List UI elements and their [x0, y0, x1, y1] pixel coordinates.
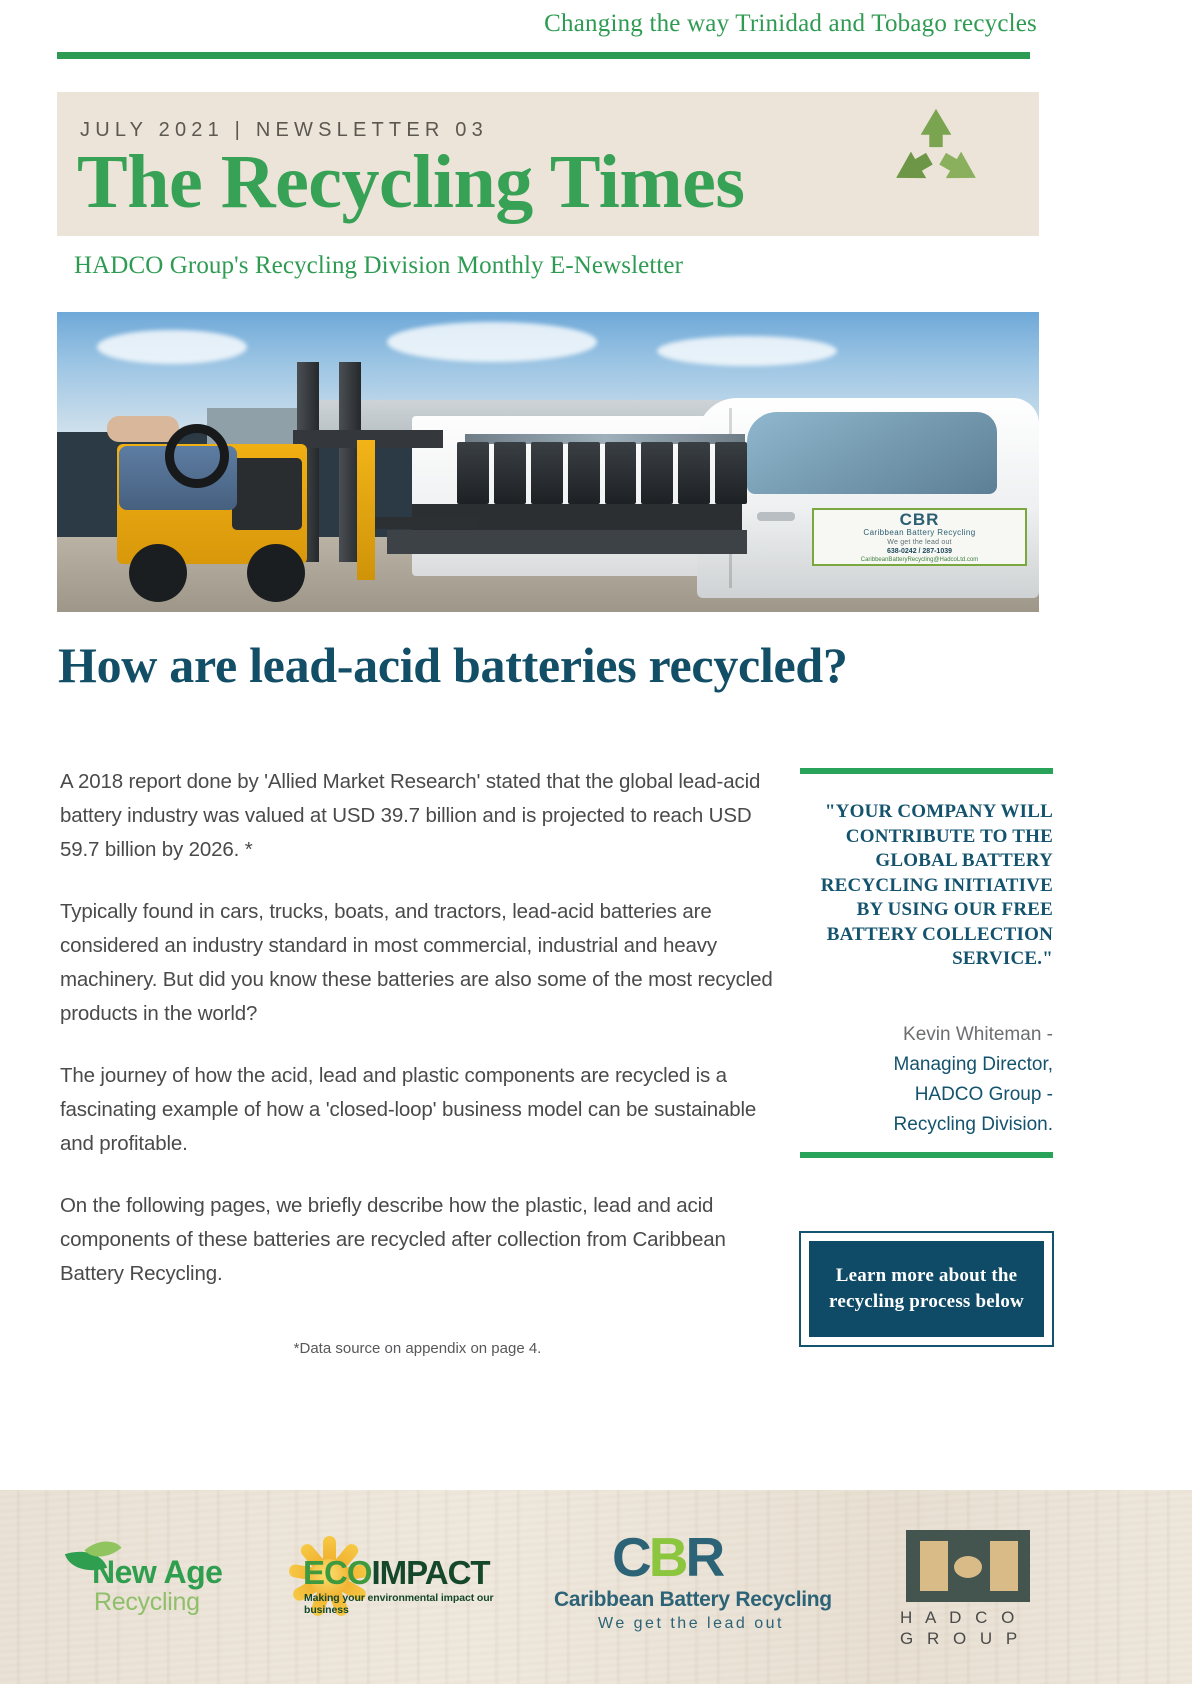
hadco-bar-right	[990, 1541, 1018, 1591]
truck-door-handle	[757, 512, 795, 521]
hadco-bar-left	[920, 1541, 948, 1591]
article-paragraph: On the following pages, we briefly describe how the plastic, lead and acid components of these batteries are recycled after collection from Caribbean Battery Recycling.	[60, 1194, 726, 1285]
tagline-text: Changing the way Trinidad and Tobago recycles	[544, 10, 1037, 37]
driver-arm	[107, 416, 179, 442]
forklift-post	[357, 440, 375, 580]
attribution-role-line: Recycling Division.	[893, 1114, 1053, 1135]
battery-unit	[531, 442, 563, 504]
logo-new-age-recycling	[62, 1536, 252, 1632]
masthead-banner	[57, 92, 1039, 236]
battery-unit	[457, 442, 489, 504]
top-tagline-bar	[0, 0, 1192, 48]
battery-unit	[715, 442, 747, 504]
hadco-mark	[906, 1530, 1030, 1602]
steering-wheel	[165, 424, 229, 488]
learn-more-cta-button[interactable]	[799, 1231, 1054, 1347]
cbr-slogan: We get the lead out	[598, 1615, 784, 1632]
logo-hadco-group	[900, 1530, 1100, 1648]
hero-photo	[57, 312, 1039, 612]
article-paragraph: The journey of how the acid, lead and plastic components are recycled is a fascinating example of how a 'closed-loop' business model can be sustainable and profitable.	[60, 1064, 757, 1155]
data-source-footnote: *Data source on appendix on page 4.	[293, 1340, 542, 1357]
forklift-wheel	[247, 544, 305, 602]
article-body	[60, 765, 775, 1319]
hadco-wordmark-line2: G R O U P	[900, 1629, 1022, 1648]
cbr-r: R	[685, 1526, 723, 1588]
hadco-oval	[954, 1556, 982, 1578]
truck-window	[747, 412, 997, 494]
attribution-role-line: HADCO Group -	[914, 1084, 1053, 1105]
new-age-wordmark-line2: Recycling	[94, 1588, 200, 1616]
truck-cbr-decal	[812, 508, 1027, 566]
battery-unit	[605, 442, 637, 504]
decal-slogan: We get the lead out	[887, 538, 952, 546]
pull-quote: "YOUR COMPANY WILL CONTRIBUTE TO THE GLOBAL BATTERY RECYCLING INITIATIVE BY USING OUR FREE BATTERY COLLECTION SERVICE."	[820, 801, 1053, 969]
recycling-mobius-icon	[888, 105, 984, 197]
decal-mark: CBR	[899, 509, 940, 529]
cbr-company-name: Caribbean Battery Recycling	[554, 1588, 832, 1611]
decal-phone: 638-0242 / 287-1039	[887, 547, 952, 555]
cloud-shape	[657, 336, 837, 366]
hadco-wordmark-line1: H A D C O	[900, 1608, 1019, 1627]
cbr-c: C	[612, 1526, 649, 1588]
page-title: The Recycling Times	[77, 140, 745, 224]
battery-unit	[678, 442, 710, 504]
attribution-name: Kevin Whiteman -	[903, 1024, 1053, 1045]
article-paragraph: Typically found in cars, trucks, boats, and tractors, lead-acid batteries are considered an industry standard in most commercial, industrial and heavy machinery. But did you know these batteries are also some of the most recycled products in the world?	[60, 900, 773, 1025]
sidebar-rule-top	[800, 768, 1053, 774]
logo-caribbean-battery-recycling	[554, 1526, 880, 1640]
footer-logo-bar	[0, 1490, 1192, 1684]
forklift-wheel	[129, 544, 187, 602]
cbr-b: B	[648, 1526, 686, 1588]
cta-label: Learn more about the recycling process below	[829, 1265, 1024, 1312]
ecoimpact-wordmark	[303, 1554, 490, 1592]
new-age-wordmark-line1: New Age	[92, 1554, 223, 1590]
sidebar-rule-bottom	[800, 1152, 1053, 1158]
battery-unit	[641, 442, 673, 504]
article-paragraph: A 2018 report done by 'Allied Market Research' stated that the global lead-acid battery industry was valued at USD 39.7 billion and is projected to reach USD 59.7 billion by 2026. *	[60, 770, 761, 861]
header-divider-rule	[57, 52, 1030, 59]
logo-ecoimpact	[285, 1528, 500, 1638]
newsletter-subtitle: HADCO Group's Recycling Division Monthly E-Newsletter	[74, 252, 684, 279]
battery-unit	[494, 442, 526, 504]
cbr-monogram	[612, 1526, 723, 1588]
ecoimpact-tagline: Making your environmental impact our business	[304, 1592, 494, 1616]
decal-email: CaribbeanBatteryRecycling@HadcoLtd.com	[860, 556, 979, 563]
cta-fill[interactable]	[809, 1241, 1044, 1337]
truck-bed-deck	[387, 530, 747, 554]
footer-logos	[0, 1490, 1192, 1684]
eco-part: ECO	[303, 1554, 372, 1591]
cloud-shape	[387, 322, 597, 362]
battery-stack	[457, 442, 747, 504]
quote-attribution	[798, 1020, 1053, 1140]
forklift-seat	[232, 458, 302, 530]
attribution-role-line: Managing Director,	[893, 1054, 1053, 1075]
decal-company-name: Caribbean Battery Recycling	[863, 527, 976, 537]
masthead-issue-line: JULY 2021 | NEWSLETTER 03	[80, 119, 488, 141]
article-headline: How are lead-acid batteries recycled?	[58, 637, 848, 693]
forklift-fork	[357, 517, 477, 529]
cloud-shape	[97, 330, 247, 364]
impact-part: IMPACT	[371, 1554, 490, 1591]
battery-unit	[568, 442, 600, 504]
